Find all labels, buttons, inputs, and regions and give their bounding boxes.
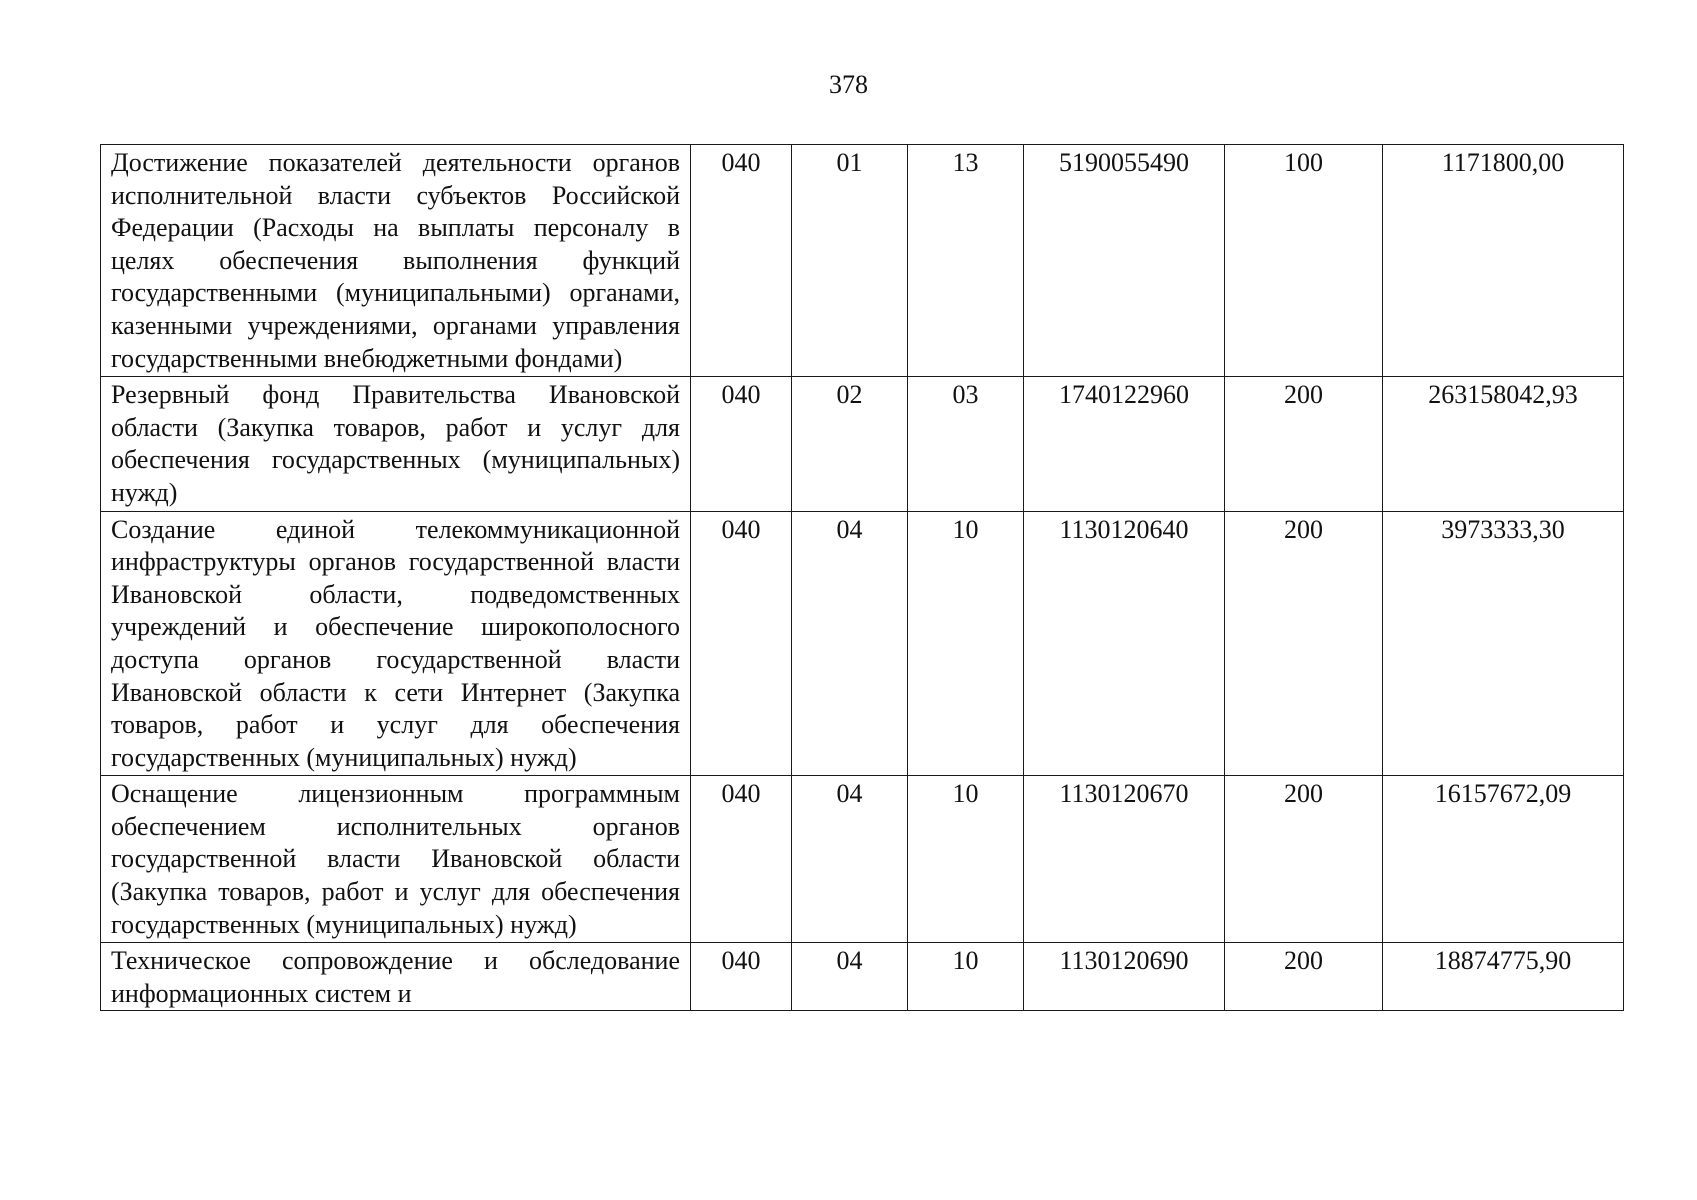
target-article-code: 1740122960 [1024,377,1225,511]
subsection-code: 03 [908,377,1024,511]
ministry-code: 040 [691,145,792,377]
expense-type-code: 200 [1225,511,1383,776]
target-article-code: 5190055490 [1024,145,1225,377]
expense-type-code: 200 [1225,377,1383,511]
subsection-code: 10 [908,776,1024,943]
table-row [101,943,1624,1011]
table-row [101,377,1624,511]
page-number: 378 [829,70,868,99]
table-row [101,511,1624,776]
row-description: Резервный фонд Правительства Ивановской области (Закупка товаров, работ и услуг для обеспечения государственных (муниципальных) нужд) [101,377,691,511]
amount-value: 1171800,00 [1383,145,1624,377]
expense-type-code: 100 [1225,145,1383,377]
amount-value: 3973333,30 [1383,511,1624,776]
expense-type-code: 200 [1225,943,1383,1011]
table-row [101,145,1624,377]
section-code: 04 [792,511,908,776]
row-description: Достижение показателей деятельности органов исполнительной власти субъектов Российской Федерации (Расходы на выплаты персоналу в целях обеспечения выполнения функций государственными (муниципальными) органами, казенными учреждениями, органами управления государственными внебюджетными фондами) [101,145,691,377]
subsection-code: 10 [908,943,1024,1011]
section-code: 01 [792,145,908,377]
target-article-code: 1130120670 [1024,776,1225,943]
amount-value: 263158042,93 [1383,377,1624,511]
row-description [101,943,691,1011]
ministry-code: 040 [691,511,792,776]
amount-value: 16157672,09 [1383,776,1624,943]
ministry-code: 040 [691,377,792,511]
ministry-code: 040 [691,776,792,943]
expense-type-code: 200 [1225,776,1383,943]
amount-value: 18874775,90 [1383,943,1624,1011]
target-article-code: 1130120640 [1024,511,1225,776]
ministry-code: 040 [691,943,792,1011]
row-description-text: Техническое сопровождение и обследование информационных систем и [111,946,680,1008]
target-article-code: 1130120690 [1024,943,1225,1011]
budget-table [100,144,1624,1011]
subsection-code: 13 [908,145,1024,377]
section-code: 04 [792,776,908,943]
table-row [101,776,1624,943]
section-code: 02 [792,377,908,511]
row-description: Создание единой телекоммуникационной инфраструктуры органов государственной власти Ивановской области, подведомственных учреждений и обеспечение широкополосного доступа органов государственной власти Ивановской области к сети Интернет (Закупка товаров, работ и услуг для обеспечения государственных (муниципальных) нужд) [101,511,691,776]
section-code: 04 [792,943,908,1011]
subsection-code: 10 [908,511,1024,776]
row-description: Оснащение лицензионным программным обеспечением исполнительных органов государственной власти Ивановской области (Закупка товаров, работ и услуг для обеспечения государственных (муниципальных) нужд) [101,776,691,943]
